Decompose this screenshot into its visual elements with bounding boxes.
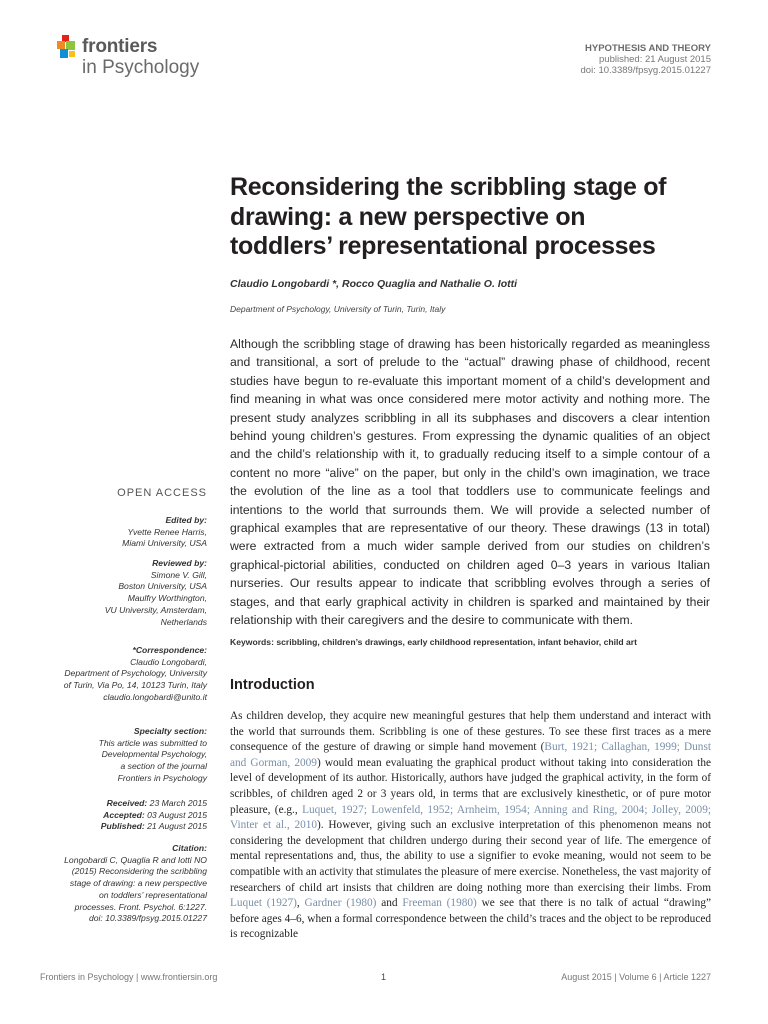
citation-line: Longobardi C, Quaglia R and Iotti NO [64, 854, 207, 865]
edited-by-block [40, 515, 207, 550]
accepted-label: Accepted: [103, 809, 145, 820]
intro-text: , [296, 897, 305, 910]
citation-link[interactable]: Gardner (1980) [304, 897, 377, 910]
article-title [230, 173, 730, 262]
editor-line: Yvette Renee Harris, [127, 526, 207, 537]
journal-logo[interactable] [55, 33, 215, 83]
citation-line: processes. Front. Psychol. 6:1227. [74, 901, 207, 912]
received-value: 23 March 2015 [149, 798, 207, 808]
reviewer-line: Simone V. Gill, [150, 569, 207, 580]
correspondence-line: Claudio Longobardi, [130, 656, 207, 667]
author-list[interactable]: Claudio Longobardi *, Rocco Quaglia and Nathalie O. Iotti [230, 278, 518, 290]
specialty-label: Specialty section: [133, 726, 207, 736]
reviewed-by-block [40, 558, 207, 628]
reviewer-line: Boston University, USA [118, 581, 207, 592]
published-value: 21 August 2015 [147, 821, 207, 832]
specialty-line: This article was submitted to [98, 737, 207, 748]
keywords: Keywords: scribbling, children’s drawings, early childhood representation, infant behavior, child art [230, 637, 638, 647]
correspondence-block [40, 645, 207, 704]
received-label: Received: [106, 798, 148, 808]
citation-block [40, 843, 207, 925]
specialty-line: Developmental Psychology, [101, 749, 207, 760]
citation-link[interactable]: Burt, 1921; Callaghan, 1999; Dunst and Gorman, 2009 [230, 741, 711, 769]
frontiers-logo-icon [57, 35, 79, 61]
accepted-date [40, 810, 207, 822]
page-number: 1 [381, 972, 387, 982]
specialty-line: a section of the journal [120, 761, 207, 772]
editor-line: Miami University, USA [122, 538, 207, 549]
reviewed-by-label: Reviewed by: [152, 558, 207, 568]
footer-issue-info: August 2015 | Volume 6 | Article 1227 [561, 972, 711, 982]
intro-text: ) would mean evaluating the graphical product without taking into consideration the level of development of its author. Historically, authors have judged the graphical activity, in the form of scribbles, of children aged 2 or 3 years old, in terms that are exclusively kinesthetic, or of pure motor pleasure, (e.g., [230, 756, 711, 816]
citation-link[interactable]: Luquet, 1927; Lowenfeld, 1952; Arnheim, 1954; Anning and Ring, 2004; Jolley, 2009; Vinter et al., 2010 [230, 803, 711, 832]
abstract: Although the scribbling stage of drawing has been historically regarded as meaningless and transitional, a sort of prelude to the “actual” drawing phase of childhood, recent studies have begun to re-evaluate this important moment of a child’s development and find meaning in what was once considered mere motor activity and nothing more. The present study analyzes scribbling in all its subphases and discovers a clear intention behind young children’s gestures. From expressing the dynamic qualities of an object and the child’s relationship with it, to gradually reducing itself to a simple contour of a content no more “alive” on the paper, but only in the child’s own imagination, we trace the evolution of the line as a tool that toddlers use to communicate feelings and intentions to the world that surrounds them. We will provide a selected number of graphical examples that are representative of our theory. These drawings (13 in total) were extracted from a much wider sample derived from our studies on children’s graphical-pictorial abilities, conducted on children aged 0–3 years in various Italian nurseries. Our results appear to indicate that scribbling evolves through a series of stages, and that early graphical activity in children is sparked and maintained by their relationship with their caregivers and the desire to communicate with them. [230, 337, 710, 628]
published-date-side [40, 821, 207, 833]
title-line: toddlers’ representational processes [230, 232, 656, 260]
logo-wordmark: frontiers [82, 36, 158, 57]
correspondence-label: *Correspondence: [132, 645, 207, 655]
edited-by-label: Edited by: [165, 515, 207, 525]
published-date: published: 21 August 2015 [599, 54, 711, 65]
intro-text: and [376, 897, 403, 910]
correspondence-email[interactable]: claudio.longobardi@unito.it [103, 691, 207, 702]
reviewer-line: VU University, Amsterdam, [104, 604, 207, 615]
intro-text: ). However, giving such an exclusive interpretation of this phenomenon means not considering the development that children undergo during their second year of life. The emergence of mental representations and, thus, the ability to use a signifier to evoke meaning, would not seem to be compatible with an activity that stimulates the pleasure of mere exercise. Nonetheless, the vast majority of researchers of child art insists that children are doing nothing more than exercising their limbs. From [230, 819, 711, 894]
logo-journal-name: in Psychology [82, 57, 200, 78]
correspondence-line: Department of Psychology, University [64, 668, 207, 679]
reviewer-line: Maulfry Worthington, [127, 593, 207, 604]
affiliation: Department of Psychology, University of Turin, Turin, Italy [230, 304, 446, 314]
citation-doi[interactable]: doi: 10.3389/fpsyg.2015.01227 [88, 913, 207, 924]
article-meta-header [581, 43, 711, 76]
citation-link[interactable]: Freeman (1980) [402, 897, 477, 910]
received-date [40, 798, 207, 810]
specialty-line: Frontiers in Psychology [117, 772, 207, 783]
specialty-block [40, 726, 207, 785]
intro-text: we see that there is no talk of actual “drawing” before ages 4–6, when a formal correspondence between the child’s traces and the object to be reproduced is recognizable [230, 897, 711, 941]
footer-journal-link[interactable]: Frontiers in Psychology | www.frontiersin.org [40, 972, 218, 982]
citation-label: Citation: [172, 843, 207, 853]
section-heading-introduction: Introduction [230, 677, 315, 693]
introduction-paragraph [230, 709, 711, 943]
citation-link[interactable]: Luquet (1927) [230, 897, 297, 910]
intro-text: As children develop, they acquire new meaningful gestures that help them understand and interact with the world that surrounds them. Scribbling is one of these gestures. To see these first traces as a mere consequence of the gesture of drawing or simple hand movement ( [230, 710, 711, 754]
title-line: drawing: a new perspective on [230, 202, 586, 231]
citation-line: stage of drawing: a new perspective [69, 878, 207, 889]
citation-line: (2015) Reconsidering the scribbling [71, 866, 207, 877]
published-label: Published: [100, 821, 145, 832]
open-access-label: OPEN ACCESS [117, 487, 207, 499]
article-type: HYPOTHESIS AND THEORY [585, 43, 711, 54]
citation-line: on toddlers’ representational [99, 889, 207, 900]
dates-block [40, 798, 207, 833]
correspondence-line: of Turin, Via Po, 14, 10123 Turin, Italy [63, 680, 207, 691]
accepted-value: 03 August 2015 [147, 809, 207, 820]
reviewer-line: Netherlands [160, 616, 207, 627]
doi[interactable]: doi: 10.3389/fpsyg.2015.01227 [580, 65, 711, 76]
title-line: Reconsidering the scribbling stage of [230, 173, 667, 201]
